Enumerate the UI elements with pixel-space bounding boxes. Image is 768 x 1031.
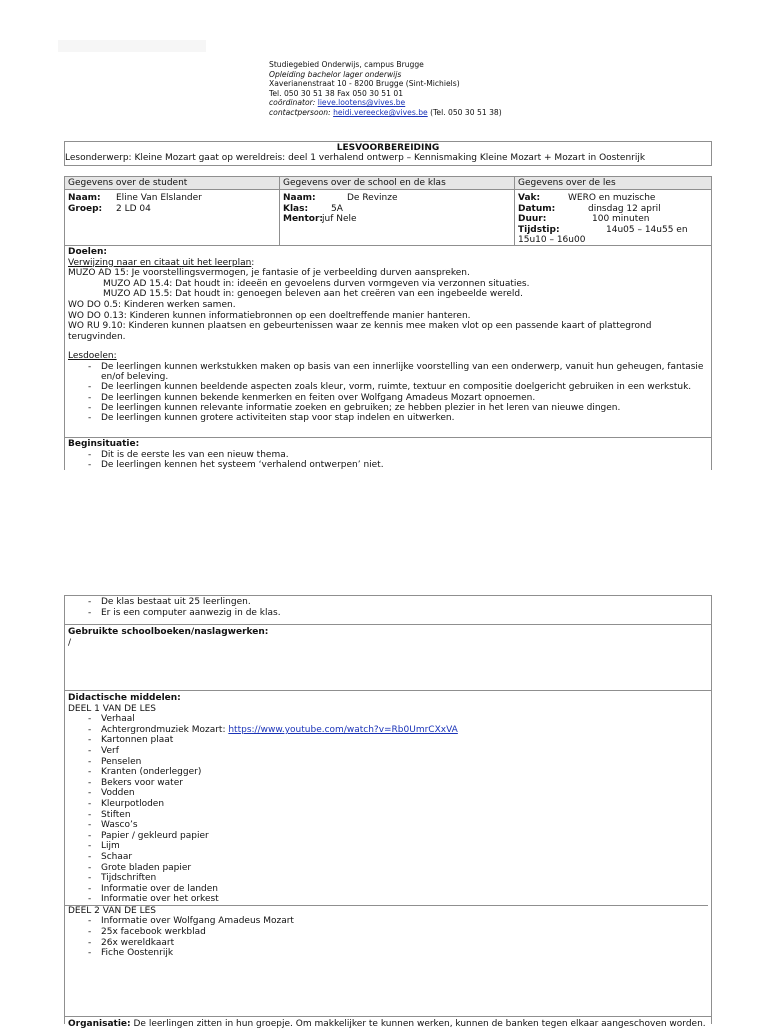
beginsituatie-item: - De klas bestaat uit 25 leerlingen.	[68, 597, 708, 608]
lesdoelen-list	[68, 362, 708, 423]
material-item: - Papier / gekleurd papier	[68, 831, 708, 842]
material-item: - Bekers voor water	[68, 778, 708, 789]
les-header: Gegevens over de les	[518, 178, 616, 188]
coordinator-line: coördinator: lieve.lootens@vives.be	[269, 98, 406, 108]
organisatie-title: Organisatie:	[68, 1019, 131, 1029]
material-item: - Informatie over Wolfgang Amadeus Mozart	[68, 916, 708, 927]
lesson-subject: Lesonderwerp: Kleine Mozart gaat op wereldreis: deel 1 verhalend ontwerp – Kennismaking Kleine Mozart + Mozart in Oostenrijk	[65, 153, 646, 163]
deel2-list	[68, 916, 708, 958]
school-data	[280, 192, 514, 226]
beginsituatie-section	[65, 438, 711, 472]
doelen-section	[65, 246, 711, 424]
material-item: - 25x facebook werkblad	[68, 927, 708, 938]
doel-line: MUZO AD 15.4: Dat houdt in: ideeën en gevoelens durven vormgeven via verzonnen situaties.	[103, 278, 530, 289]
school-row-naam: Naam: De Revinze	[283, 193, 398, 203]
deel2-title: DEEL 2 VAN DE LES	[65, 905, 708, 917]
didactische-title: Didactische middelen:	[68, 693, 181, 703]
lesdoelen-title: Lesdoelen:	[68, 351, 117, 362]
lesdoel-item: - De leerlingen kunnen beeldende aspecten zoals kleur, vorm, ruimte, textuur en compositie doelgericht gebruiken in een werkstuk.	[68, 382, 708, 392]
beginsituatie-item: - Er is een computer aanwezig in de klas.	[68, 608, 708, 619]
material-item: - Grote bladen papier	[68, 863, 708, 874]
leerplan-reference: Verwijzing naar en citaat uit het leerplan:	[68, 257, 255, 268]
doel-line: WO RU 9.10: Kinderen kunnen plaatsen en gebeurtenissen waar ze kennis mee maken vlot op een passende kaart of plattegrond terugvinden.	[68, 321, 652, 342]
deel1-list	[68, 714, 708, 905]
continuation-table	[64, 595, 712, 1029]
material-item: - Kartonnen plaat	[68, 735, 708, 746]
header-line-4: Tel. 050 30 51 38 Fax 050 30 51 01	[269, 88, 404, 98]
doel-line: WO DO 0.5: Kinderen werken samen.	[68, 299, 236, 310]
school-row-mentor: Mentor: juf Nele	[283, 214, 357, 225]
student-data	[65, 192, 279, 215]
doel-line: MUZO AD 15.5: Dat houdt in: genoegen beleven aan het creëren van een ingebeelde wereld.	[103, 289, 523, 300]
les-data	[515, 192, 713, 247]
contact-line: contactpersoon: heidi.vereecke@vives.be (Tel. 050 30 51 38)	[269, 107, 502, 117]
doelen-title: Doelen:	[68, 247, 107, 257]
les-row-duur: Duur: 100 minuten	[518, 214, 650, 225]
doel-line: WO DO 0.13: Kinderen kunnen informatiebronnen op een doeltreffende manier hanteren.	[68, 310, 471, 321]
student-row-naam: Naam: Eline Van Elslander	[68, 193, 202, 203]
didactische-section	[65, 692, 711, 960]
organisatie-text: De leerlingen zitten in hun groepje. Om makkelijker te kunnen werken, kunnen de banken tegen elkaar aangeschoven worden.	[130, 1019, 706, 1029]
lesdoel-item: - De leerlingen kunnen werkstukken maken op basis van een innerlijke voorstelling van een onderwerp, vanuit hun geheugen, fantasie en/of beleving.	[68, 362, 708, 382]
header-line-1: Studiegebied Onderwijs, campus Brugge	[269, 60, 424, 69]
school-row-klas: Klas: 5A	[283, 203, 343, 214]
page-title: LESVOORBEREIDING	[336, 143, 440, 153]
material-item: - Verhaal	[68, 714, 708, 725]
schoolboeken-title: Gebruikte schoolboeken/naslagwerken:	[68, 627, 269, 637]
lesdoel-item: - De leerlingen kunnen bekende kenmerken en feiten over Wolfgang Amadeus Mozart opnoemen.	[68, 393, 708, 403]
faint-logo-area	[58, 40, 206, 52]
material-item: - Verf	[68, 746, 708, 757]
les-time-continued: 15u10 – 16u00	[518, 235, 586, 246]
beginsituatie-item: - Dit is de eerste les van een nieuw thema.	[68, 450, 708, 461]
material-item: - Kranten (onderlegger)	[68, 767, 708, 778]
student-header: Gegevens over de student	[68, 178, 188, 188]
coordinator-email-link[interactable]: lieve.lootens@vives.be	[317, 98, 406, 108]
school-header	[269, 60, 502, 118]
material-item: - Informatie over de landen	[68, 884, 708, 895]
lesdoel-item: - De leerlingen kunnen grotere activiteiten stap voor stap indelen en uitwerken.	[68, 413, 708, 423]
material-item: - Schaar	[68, 852, 708, 863]
student-row-groep: Groep: 2 LD 04	[68, 203, 151, 214]
deel1-title: DEEL 1 VAN DE LES	[68, 703, 156, 714]
material-item: - Vodden	[68, 788, 708, 799]
schoolboeken-section	[65, 626, 711, 649]
material-item: - Stiften	[68, 810, 708, 821]
doel-line: MUZO AD 15: Je voorstellingsvermogen, je fantasie of je verbeelding durven aanspreken.	[68, 268, 470, 279]
youtube-link[interactable]: https://www.youtube.com/watch?v=Rb0UmrCXxVA	[228, 724, 458, 735]
les-row-datum: Datum: dinsdag 12 april	[518, 203, 661, 214]
lesdoel-item: - De leerlingen kunnen relevante informatie zoeken en gebruiken; ze hebben plezier in het leren van nieuwe dingen.	[68, 403, 708, 413]
header-line-2: Opleiding bachelor lager onderwijs	[269, 69, 402, 79]
material-item: - Lijm	[68, 841, 708, 852]
les-row-tijdstip: Tijdstip: 14u05 – 14u55 en	[518, 224, 688, 235]
info-table	[64, 176, 712, 470]
beginsituatie-continued	[65, 596, 711, 619]
material-item: - Tijdschriften	[68, 873, 708, 884]
beginsituatie-item: - De leerlingen kennen het systeem ‘verhalend ontwerpen’ niet.	[68, 460, 708, 471]
les-row-vak: Vak: WERO en muzische	[518, 193, 656, 203]
schoolboeken-value: /	[68, 637, 72, 648]
beginsituatie-title: Beginsituatie:	[68, 439, 140, 449]
material-item: - Penselen	[68, 757, 708, 768]
material-item: - Fiche Oostenrijk	[68, 948, 708, 959]
school-header-cell: Gegevens over de school en de klas	[283, 178, 446, 188]
header-line-3: Xaverianenstraat 10 - 8200 Brugge (Sint-Michiels)	[269, 79, 460, 89]
material-item: - Wasco’s	[68, 820, 708, 831]
contact-email-link[interactable]: heidi.vereecke@vives.be	[333, 107, 428, 117]
material-item-music: - Achtergrondmuziek Mozart: https://www.youtube.com/watch?v=Rb0UmrCXxVA	[68, 725, 708, 736]
organisatie-section	[65, 1018, 711, 1031]
title-box	[64, 141, 712, 166]
material-item: - 26x wereldkaart	[68, 938, 708, 949]
material-item: - Kleurpotloden	[68, 799, 708, 810]
material-item: - Informatie over het orkest	[68, 894, 708, 905]
